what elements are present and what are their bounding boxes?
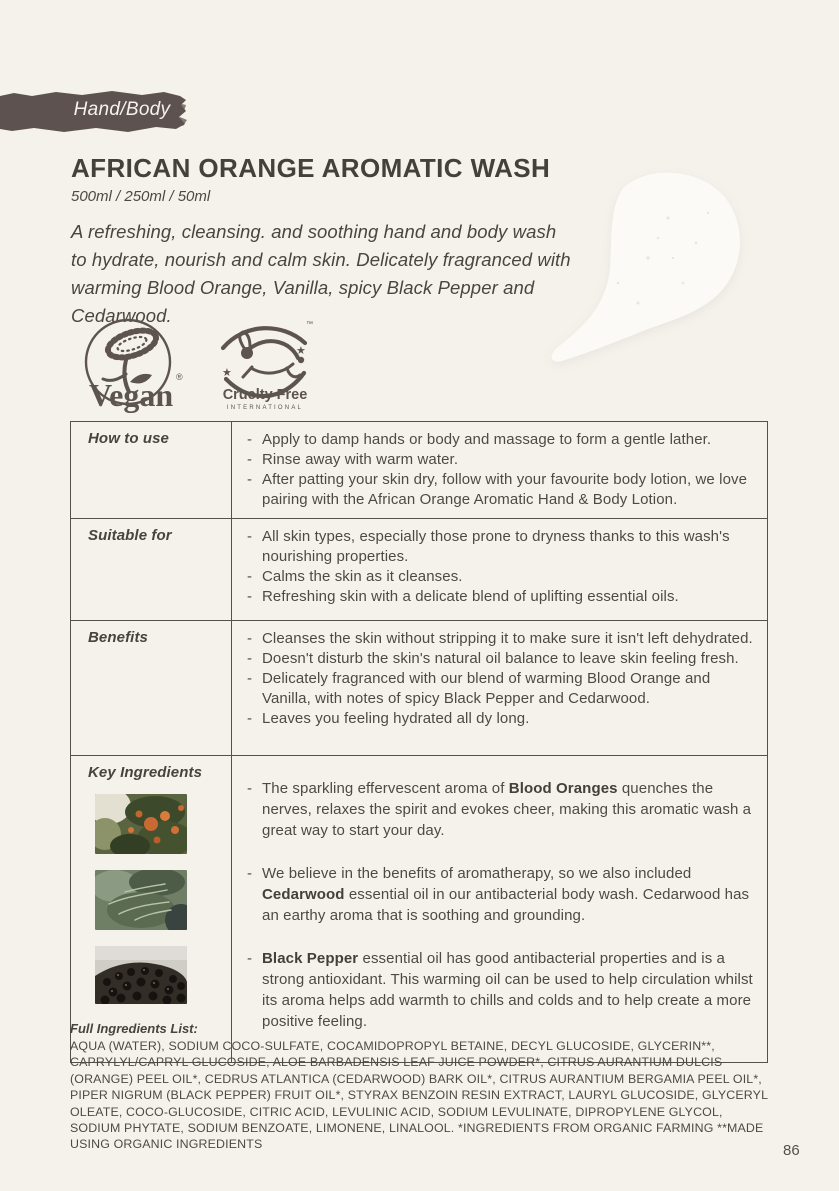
list-item: - Calms the skin as it cleanses.	[247, 568, 463, 585]
table-row-suitable-for	[71, 519, 768, 621]
list-item: - Black Pepper essential oil has good antibacterial properties and is a strong antioxidant. This warming oil can be used to help circulation whilst its aroma helps add warmth to chills and colds and to help create a more positive feeling.	[247, 950, 753, 1030]
list-item: - Rinse away with warm water.	[247, 451, 459, 468]
list-item: - Doesn't disturb the skin's natural oil balance to leave skin feeling fresh.	[247, 650, 739, 667]
black-peppercorns-photo	[95, 946, 187, 1004]
row-label: Key Ingredients	[88, 764, 203, 781]
list-item: - Delicately fragranced with our blend of warming Blood Orange and Vanilla, with notes of spicy Black Pepper and Cedarwood.	[247, 670, 711, 707]
row-label: How to use	[88, 430, 170, 447]
product-description: A refreshing, cleansing. and soothing hand and body wash to hydrate, nourish and calm skin. Delicately fragranced with warming Blood Orange, Vanilla, spicy Black Pepper and Cedarwood.	[71, 221, 571, 326]
product-sizes: 500ml / 250ml / 50ml	[71, 188, 211, 205]
cedarwood-foliage-photo	[95, 870, 187, 930]
page-number: 86	[783, 1142, 800, 1159]
list-item: - We believe in the benefits of aromatherapy, so we also included Cedarwood essential oil in our antibacterial body wash. Cedarwood has an earthy aroma that is soothing and grounding.	[247, 865, 750, 924]
product-header	[71, 153, 576, 330]
list-item: - Cleanses the skin without stripping it to make sure it isn't left dehydrated.	[247, 630, 753, 647]
row-label: Benefits	[88, 629, 148, 646]
full-ingredients-label: Full Ingredients List:	[70, 1021, 198, 1036]
product-info-table	[70, 421, 768, 1063]
table-row-key-ingredients	[71, 756, 768, 1063]
vegan-logo-icon	[76, 316, 192, 414]
orange-tree-photo	[95, 794, 187, 854]
category-badge-label: Hand/Body	[73, 99, 171, 120]
list-item: - Refreshing skin with a delicate blend of uplifting essential oils.	[247, 588, 679, 605]
list-item: - Apply to damp hands or body and massage to form a gentle lather.	[247, 431, 712, 448]
svg-text:★: ★	[296, 345, 306, 357]
table-row-benefits	[71, 621, 768, 756]
svg-text:™: ™	[306, 321, 313, 328]
svg-text:Cruelty Free: Cruelty Free	[222, 387, 308, 403]
certification-logos	[76, 316, 316, 414]
full-ingredients-text: AQUA (WATER), SODIUM COCO-SULFATE, COCAMIDOPROPYL BETAINE, DECYL GLUCOSIDE, GLYCERIN**, CAPRYLYL/CAPRYL GLUCOSIDE, ALOE BARBADENSIS LEAF JUICE POWDER*, CITRUS AURANTIUM DULCIS (ORANGE) PEEL OIL*, CEDRUS ATLANTICA (CEDARWOOD) BARK OIL*, CITRUS AURANTIUM BERGAMIA PEEL OIL*, PIPER NIGRUM (BLACK PEPPER) FRUIT OIL*, STYRAX BENZOIN RESIN EXTRACT, LAURYL GLUCOSIDE, GLYCERYL OLEATE, COCO-GLUCOSIDE, CITRIC ACID, LEVULINIC ACID, SODIUM LEVULINATE, DIPROPYLENE GLYCOL, SODIUM PHYTATE, SODIUM BENZOATE, LIMONENE, LINALOOL. *INGREDIENTS FROM ORGANIC FARMING **MADE USING ORGANIC INGREDIENTS	[70, 1039, 768, 1152]
list-item: - The sparkling effervescent aroma of Blood Oranges quenches the nerves, relaxes the spirit and evokes cheer, making this aromatic wash a great way to start your day.	[247, 780, 752, 839]
full-ingredients-section	[70, 1021, 770, 1153]
svg-text:Vegan: Vegan	[89, 377, 174, 413]
category-badge	[0, 87, 190, 137]
cruelty-free-logo-icon	[214, 316, 316, 414]
svg-text:INTERNATIONAL: INTERNATIONAL	[226, 405, 304, 411]
cream-smear-image	[548, 163, 750, 378]
list-item: - Leaves you feeling hydrated all dy long.	[247, 710, 530, 727]
page-title: AFRICAN ORANGE AROMATIC WASH	[71, 153, 551, 183]
svg-text:★: ★	[222, 367, 232, 379]
svg-text:®: ®	[176, 372, 183, 382]
row-label: Suitable for	[88, 527, 172, 544]
list-item: - All skin types, especially those prone to dryness thanks to this wash's nourishing properties.	[247, 528, 730, 565]
table-row-how-to-use	[71, 422, 768, 519]
list-item: - After patting your skin dry, follow with your favourite body lotion, we love pairing with the African Orange Aromatic Hand & Body Lotion.	[247, 471, 748, 508]
